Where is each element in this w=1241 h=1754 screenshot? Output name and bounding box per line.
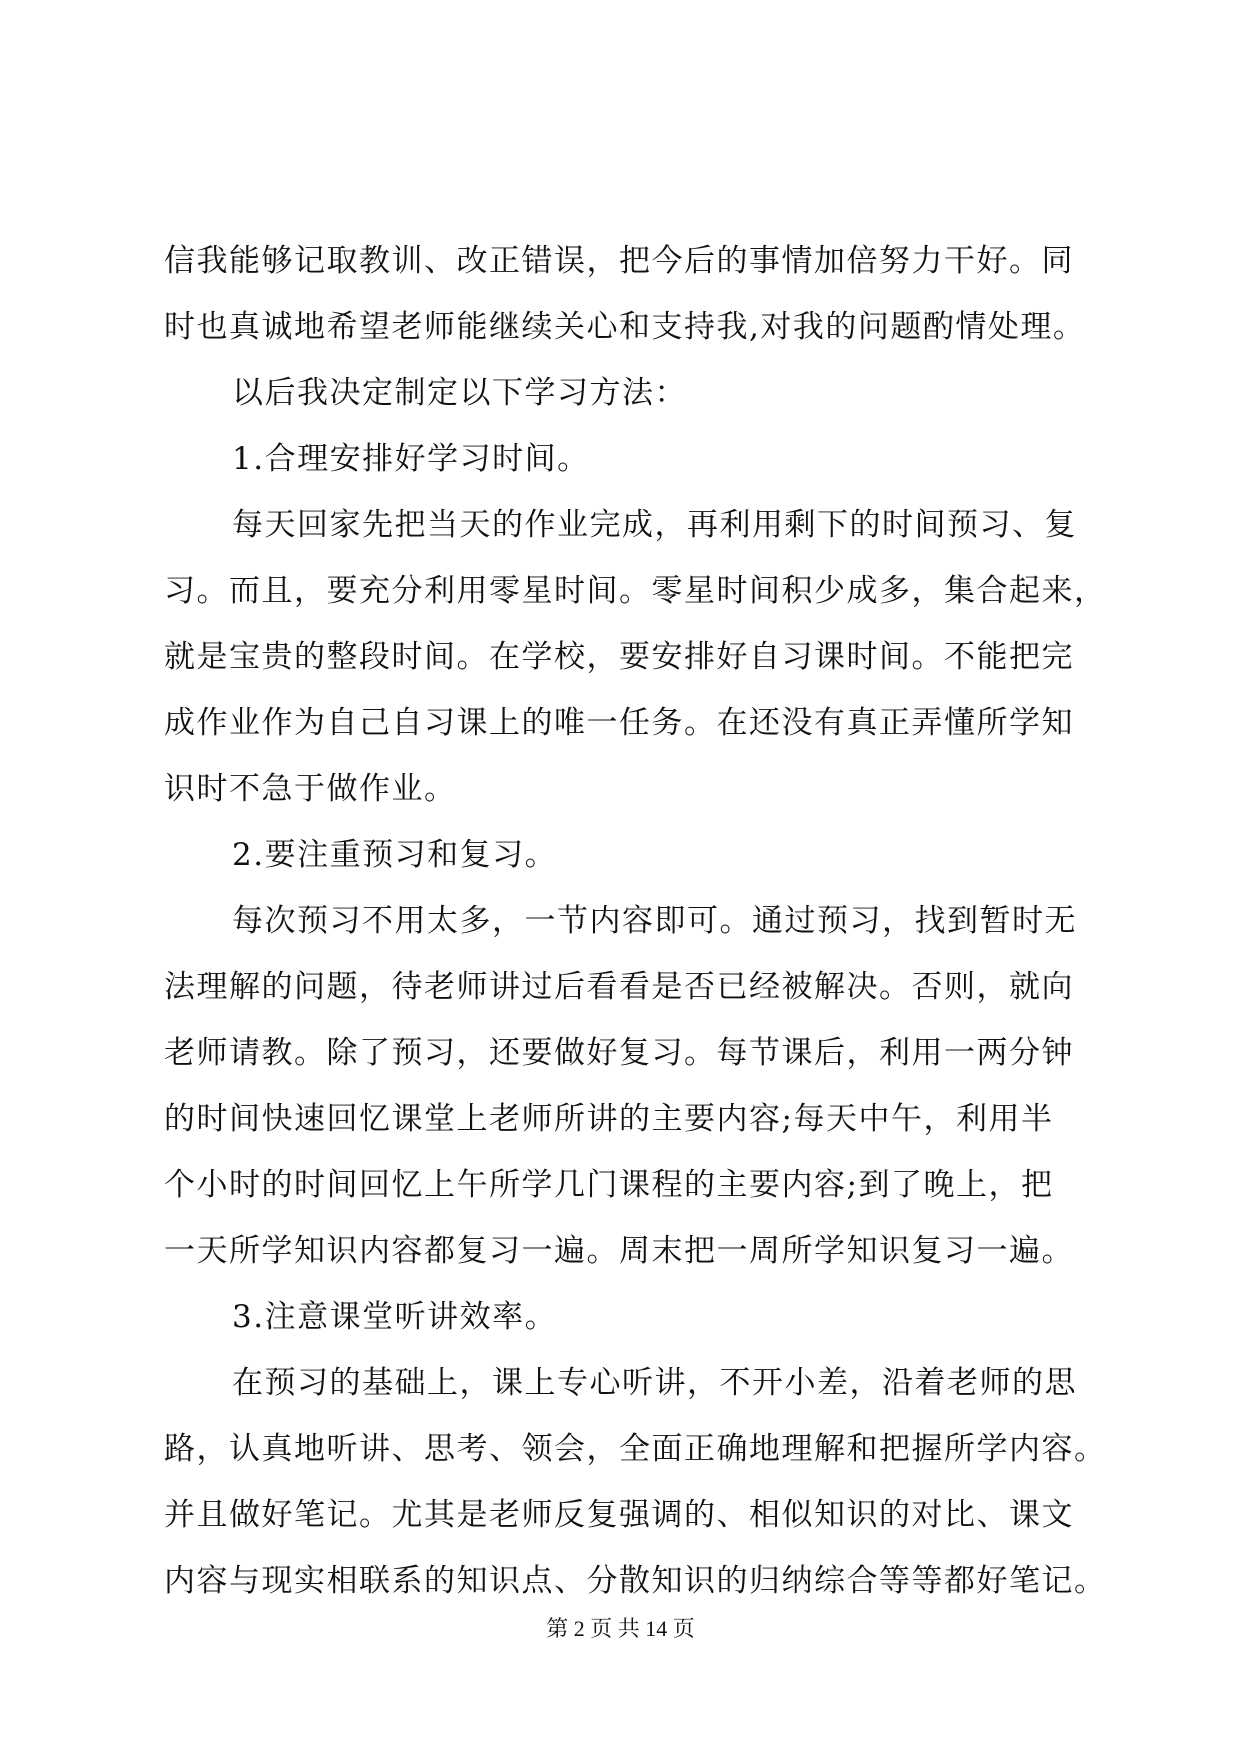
text-line: 3.注意课堂听讲效率。 — [232, 1299, 558, 1335]
text-line: 识时不急于做作业。 — [164, 771, 457, 807]
text-line: 法理解的问题，待老师讲过后看看是否已经被解决。否则，就向 — [164, 969, 1074, 1005]
text-line: 个小时的时间回忆上午所学几门课程的主要内容;到了晚上，把 — [164, 1167, 1054, 1203]
text-line: 时也真诚地希望老师能继续关心和支持我,对我的问题酌情处理。 — [164, 309, 1086, 345]
text-line: 2.要注重预习和复习。 — [232, 837, 558, 873]
text-line: 每次预习不用太多，一节内容即可。通过预习，找到暂时无 — [232, 903, 1077, 939]
document-body — [164, 228, 1107, 1614]
text-line: 一天所学知识内容都复习一遍。周末把一周所学知识复习一遍。 — [164, 1233, 1074, 1269]
page-number-footer: 第 2 页 共 14 页 — [546, 1616, 695, 1641]
text-line: 老师请教。除了预习，还要做好复习。每节课后，利用一两分钟 — [164, 1035, 1074, 1071]
text-line: 就是宝贵的整段时间。在学校，要安排好自习课时间。不能把完 — [164, 639, 1074, 675]
text-line: 并且做好笔记。尤其是老师反复强调的、相似知识的对比、课文 — [164, 1497, 1074, 1533]
text-line: 习。而且，要充分利用零星时间。零星时间积少成多，集合起来， — [164, 573, 1107, 609]
text-line: 1.合理安排好学习时间。 — [232, 441, 590, 477]
text-line: 的时间快速回忆课堂上老师所讲的主要内容;每天中午，利用半 — [164, 1101, 1054, 1137]
text-line: 每天回家先把当天的作业完成，再利用剩下的时间预习、复 — [232, 507, 1077, 543]
text-line: 路，认真地听讲、思考、领会，全面正确地理解和把握所学内容。 — [164, 1431, 1107, 1467]
text-line: 以后我决定制定以下学习方法： — [232, 375, 687, 411]
text-line: 内容与现实相联系的知识点、分散知识的归纳综合等等都好笔记。 — [164, 1563, 1107, 1599]
text-line: 信我能够记取教训、改正错误，把今后的事情加倍努力干好。同 — [164, 243, 1074, 279]
text-line: 在预习的基础上，课上专心听讲，不开小差，沿着老师的思 — [232, 1365, 1077, 1401]
text-line: 成作业作为自己自习课上的唯一任务。在还没有真正弄懂所学知 — [164, 705, 1074, 741]
